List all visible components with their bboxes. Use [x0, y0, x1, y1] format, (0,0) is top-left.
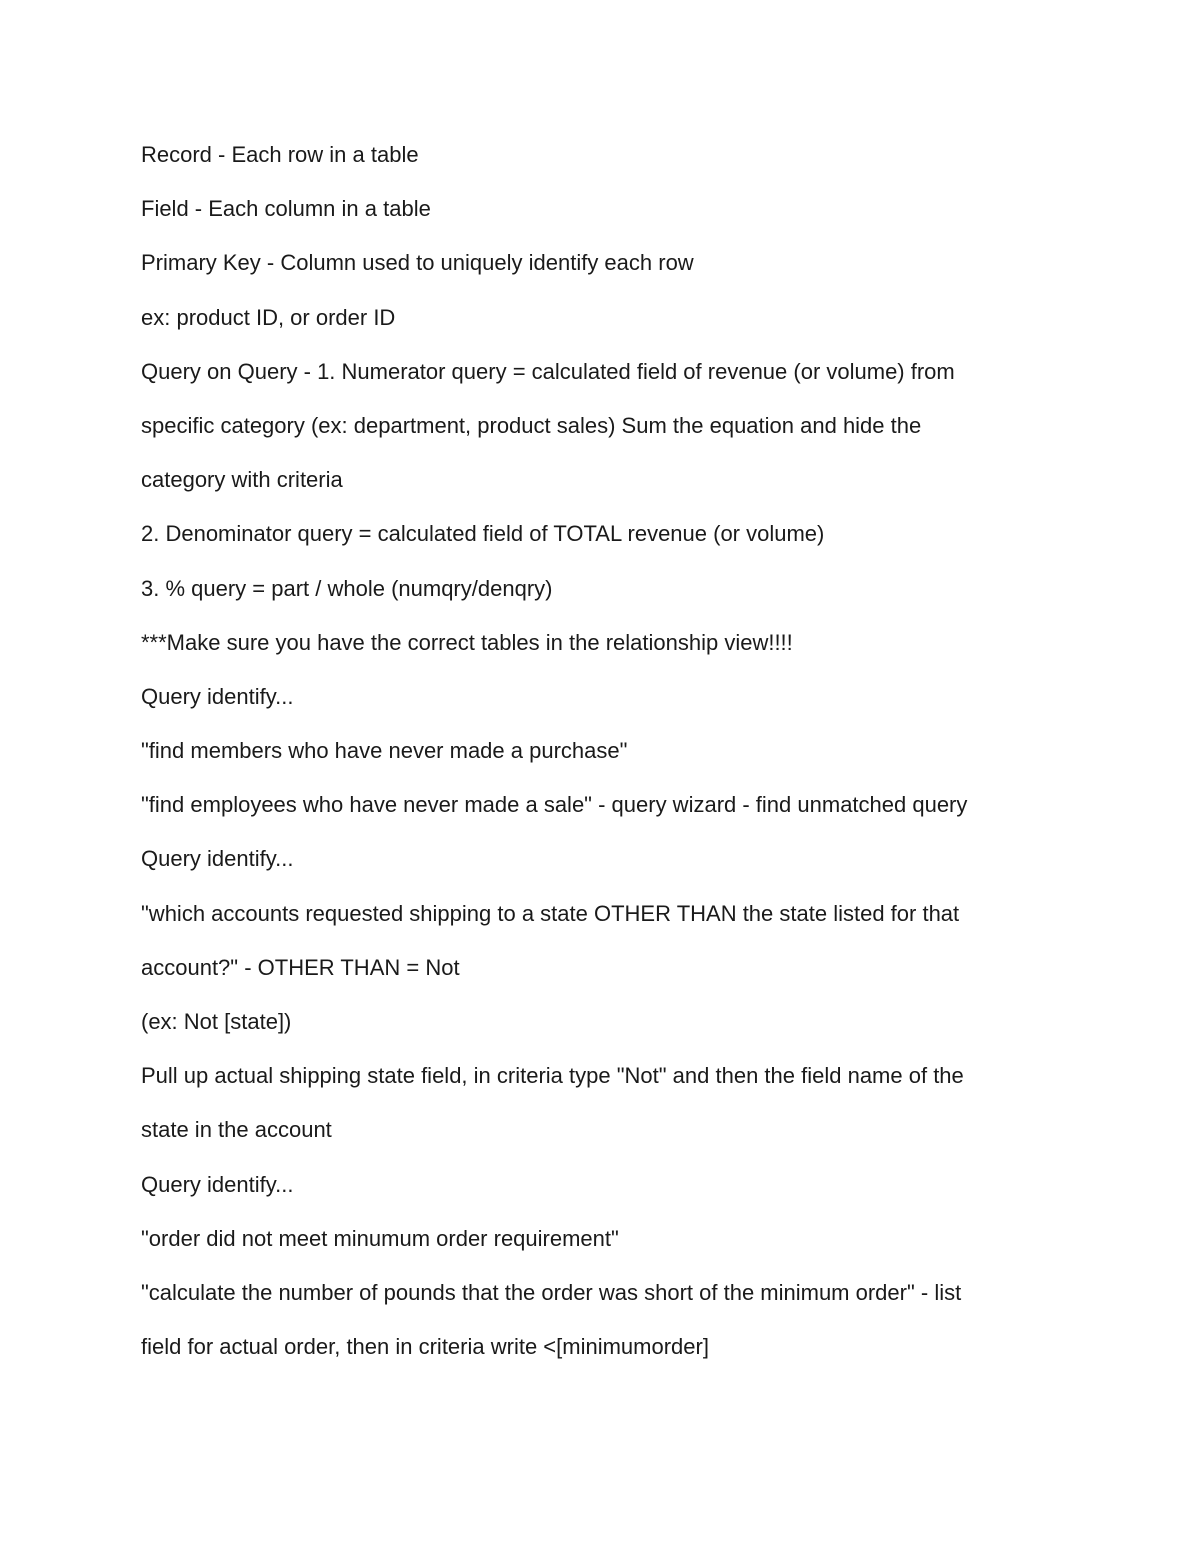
text-line-members-purchase: "find members who have never made a purchase" [141, 738, 628, 764]
text-line-primary-key: Primary Key - Column used to uniquely identify each row [141, 250, 694, 276]
text-line-primary-key-example: ex: product ID, or order ID [141, 304, 396, 330]
text-line-field: Field - Each column in a table [141, 196, 431, 222]
text-line-query-on-query-cont-2: category with criteria [141, 467, 343, 493]
text-line-pounds-short: "calculate the number of pounds that the order was short of the minimum order" - list [141, 1279, 962, 1305]
text-line-pounds-short-cont: field for actual order, then in criteria write <[minimumorder] [141, 1334, 709, 1360]
text-line-query-identify-1: Query identify... [141, 683, 294, 709]
text-line-pull-up-shipping-cont: state in the account [141, 1117, 332, 1143]
text-line-record: Record - Each row in a table [141, 142, 419, 167]
text-line-query-on-query-cont-1: specific category (ex: department, product sales) Sum the equation and hide the [141, 412, 922, 438]
text-line-accounts-shipping: "which accounts requested shipping to a state OTHER THAN the state listed for that [141, 900, 960, 926]
text-line-pull-up-shipping: Pull up actual shipping state field, in criteria type "Not" and then the field name of the [141, 1063, 964, 1089]
text-line-employees-sale: "find employees who have never made a sale" - query wizard - find unmatched query [141, 792, 968, 818]
text-line-denominator-query: 2. Denominator query = calculated field of TOTAL revenue (or volume) [141, 521, 825, 547]
text-line-other-than-not: account?" - OTHER THAN = Not [141, 954, 460, 980]
text-line-query-identify-2: Query identify... [141, 846, 294, 872]
text-line-minimum-order: "order did not meet minumum order requirement" [141, 1225, 619, 1251]
document-body [141, 138, 1041, 1384]
text-line-not-state-example: (ex: Not [state]) [141, 1009, 292, 1034]
text-line-query-on-query: Query on Query - 1. Numerator query = calculated field of revenue (or volume) from [141, 358, 955, 384]
text-line-query-identify-3: Query identify... [141, 1171, 294, 1197]
text-line-percent-query: 3. % query = part / whole (numqry/denqry) [141, 575, 553, 601]
text-line-relationship-note: ***Make sure you have the correct tables in the relationship view!!!! [141, 629, 793, 655]
